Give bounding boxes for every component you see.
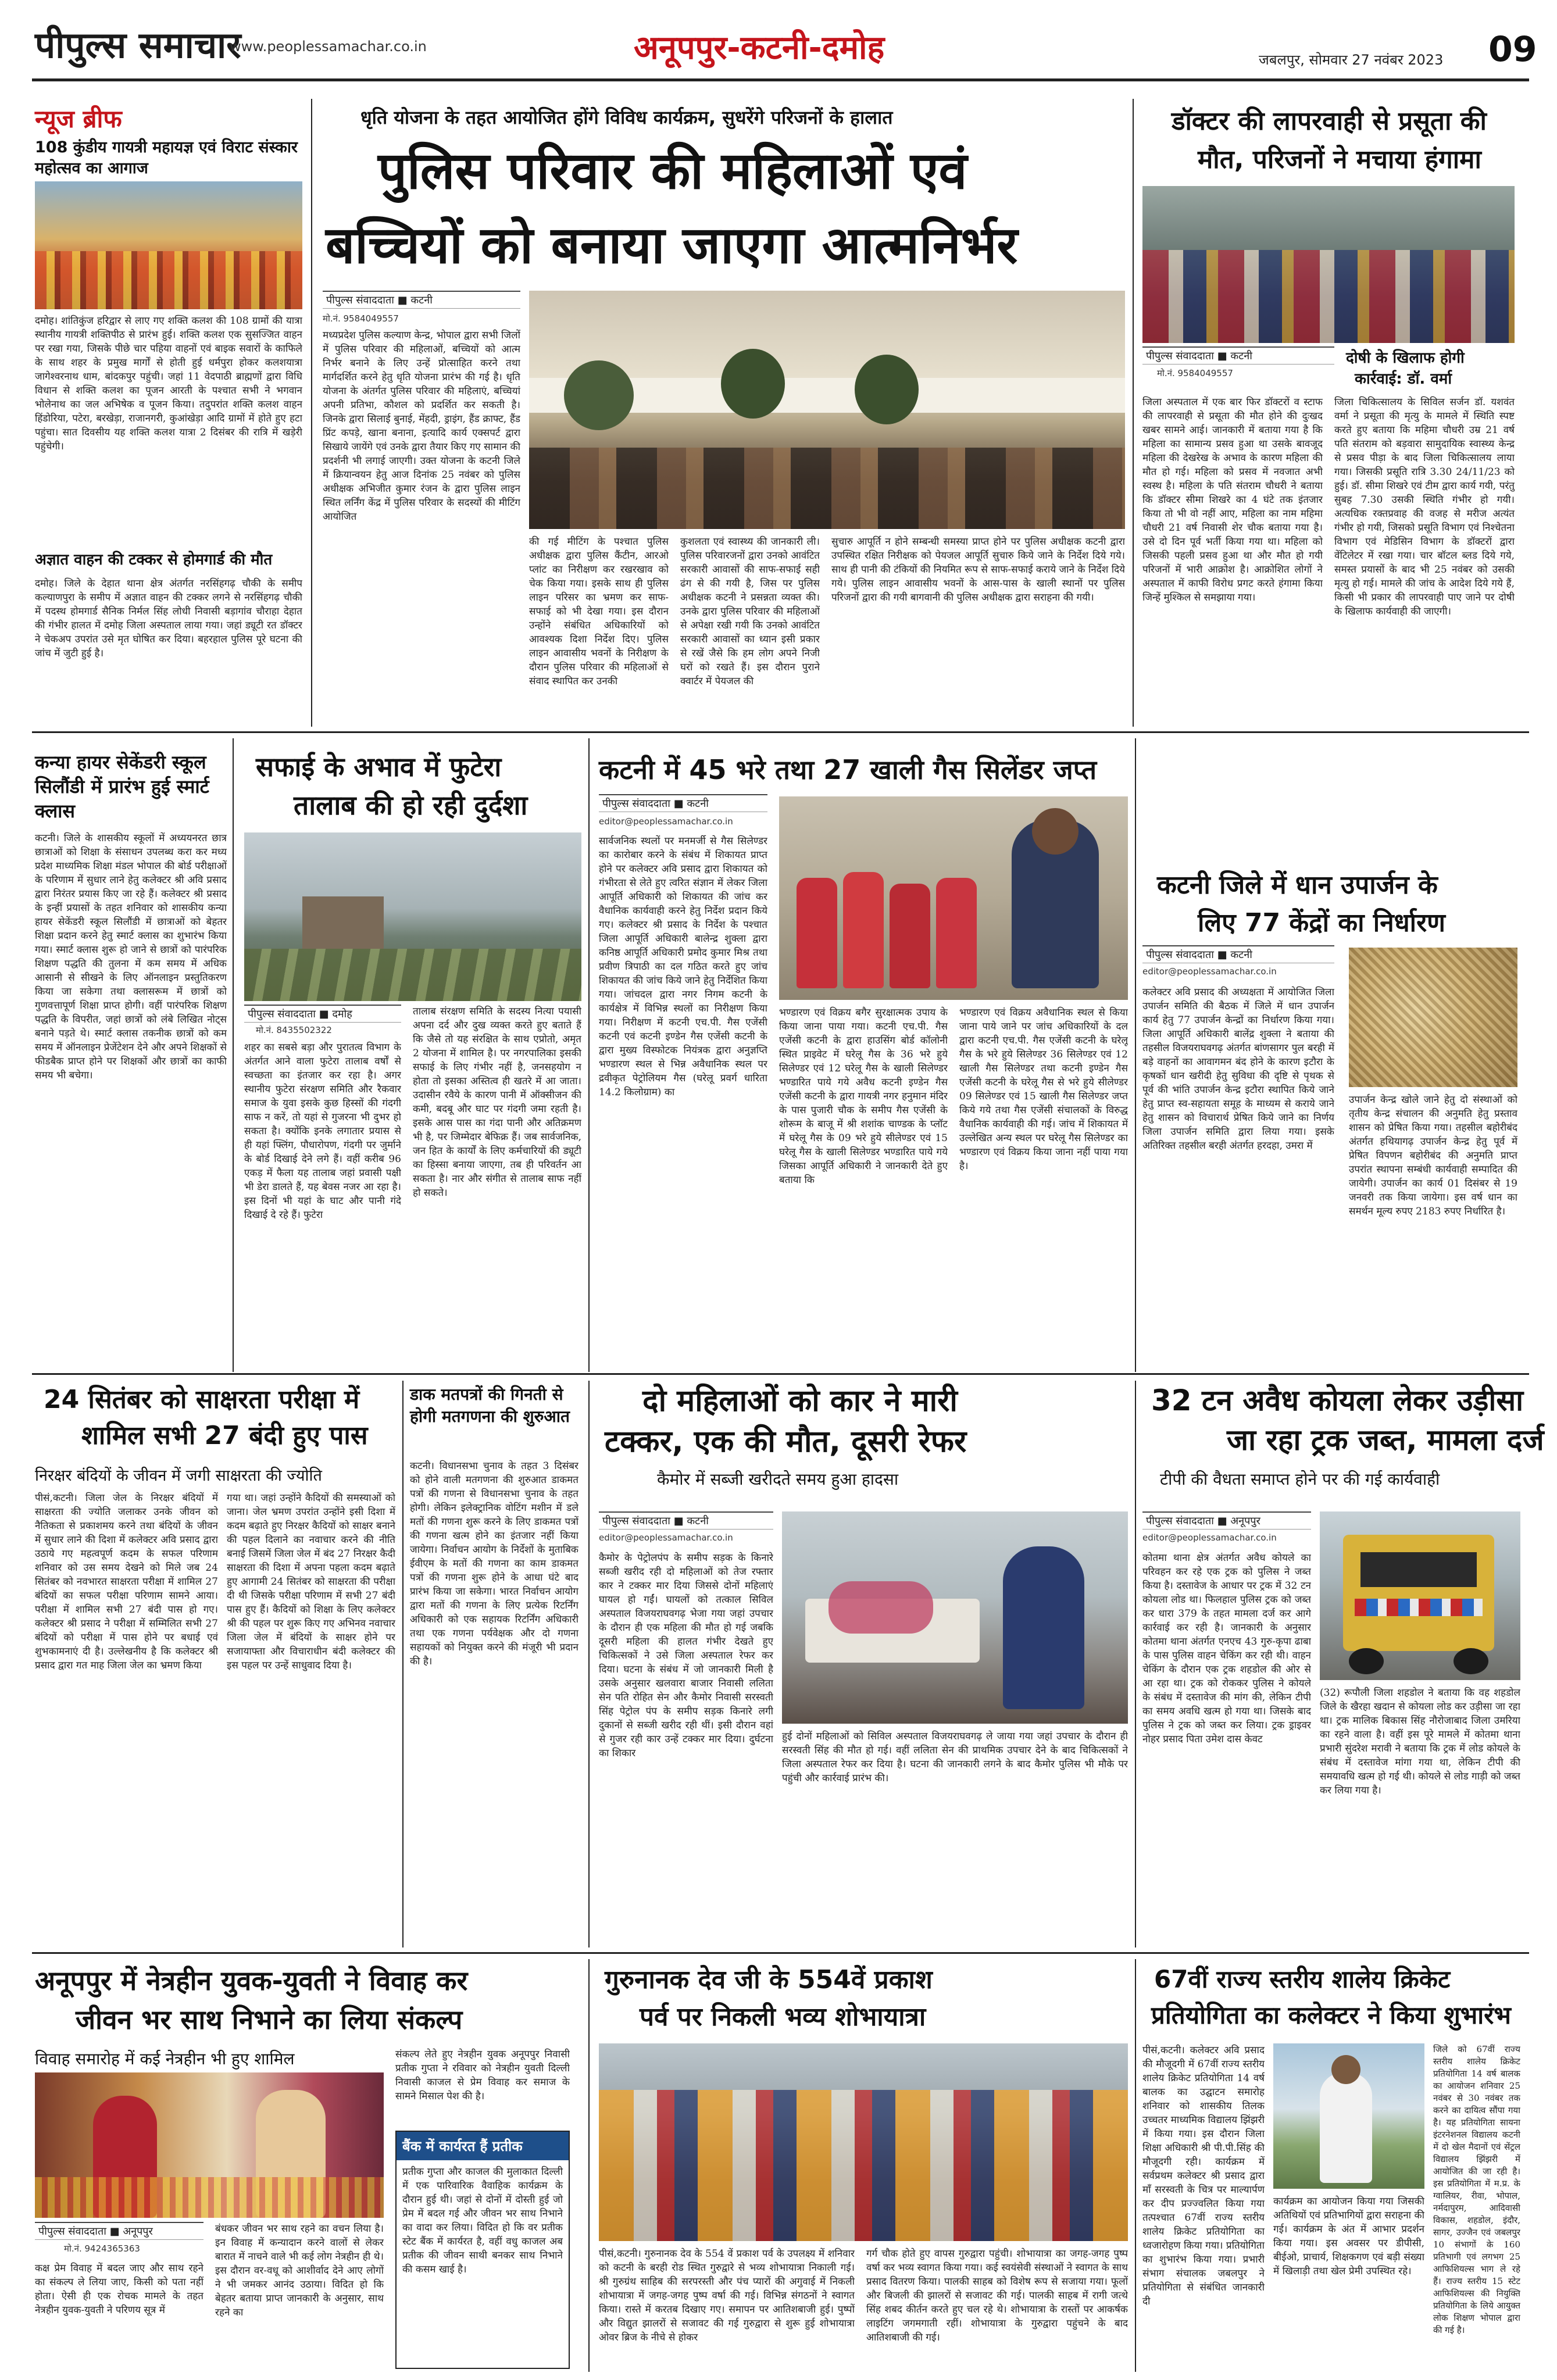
edition-title: अनूपपुर-कटनी-दमोह: [634, 29, 885, 67]
cricket-title-2: प्रतियोगिता का कलेक्टर ने किया शुभारंभ: [1151, 2001, 1511, 2029]
accident-email[interactable]: editor@peoplessamachar.co.in: [599, 1532, 733, 1543]
paddy-grain-photo: [1349, 948, 1517, 1087]
column-rule: [588, 738, 590, 1372]
gurunanak-text-col-1: पीसं,कटनी। गुरुनानक देव के 554 वें प्रकाश पर्व के उपलक्ष्य में शनिवार को कटनी के बरही रोड स्थित गुरुद्वारे से भव्य शोभायात्रा निकाली गई। श्री गुरुग्रंथ साहिब की सरपरस्ती और पंच प्यारों की अगुवाई में निकली शोभायात्रा में जगह-जगह पुष्प वर्षा की गई। विभिन्न संगठनों ने स्वागत किया। रास्ते में करतब दिखाए गए। समापन पर आतिशबाजी हुई। पुष्पों और विद्युत झालरों से सजावट की गई गुरुद्वारा से शुरू हुई शोभायात्रा ओवर ब्रिज के नीचे से होकर: [599, 2248, 855, 2343]
pond-photo: [244, 832, 581, 1001]
wedding-kicker: विवाह समारोह में कई नेत्रहीन भी हुए शामिल: [35, 2049, 295, 2068]
column-rule: [1135, 738, 1136, 1372]
cricket-title-1: 67वीं राज्य स्तरीय शालेय क्रिकेट: [1154, 1965, 1451, 1993]
section-rule: [32, 731, 1529, 733]
paddy-email[interactable]: editor@peoplessamachar.co.in: [1142, 966, 1277, 977]
gas-byline: पीपुल्स संवाददाता ■ कटनी: [599, 794, 767, 812]
column-rule: [1135, 1959, 1136, 2372]
edition-katni: कटनी: [740, 29, 809, 67]
coal-truck-photo: [1320, 1511, 1520, 1680]
wedding-title-1: अनूपपुर में नेत्रहीन युवक-युवती ने विवाह कर: [35, 1965, 468, 1996]
doctor-quote-2: कार्रवाई: डॉ. वर्मा: [1355, 370, 1452, 388]
column-rule: [1133, 99, 1134, 727]
lead-text-col-3: कुशलता एवं स्वास्थ्य की जानकारी ली। पुलिस परिवारजनों द्वारा उनको आवंटित सरकारी आवासों की साफ-सफाई सही ढंग से की गयी है, जिस पर पुलिस अधीक्षक कटनी ने प्रसन्नता व्यक्त की। उनके द्वारा पुलिस परिवार की महिलाओं से अपेक्षा रखी गयी कि उनको आवंटित सरकारी आवासों का ध्यान इसी प्रकार से रखें जैसे कि हम लोग अपने निजी घरों को रखते हैं। इस दौरान पुराने क्वार्टर में पेयजल की: [680, 536, 820, 687]
postal-title: डाक मतपत्रों की गिनती से होगी मतगणना की शुरुआत: [410, 1385, 570, 1426]
wedding-box-title: बैंक में कार्यरत हैं प्रतीक: [397, 2132, 569, 2160]
wedding-text-col-2: बंधकर जीवन भर साथ रहने का वचन लिया है। इन विवाह में कन्यादान करने वालों से लेकर बारात में नाचने वाले भी कई लोग नेत्रहीन ही थे। इस दौरान वर-वधू को आशीर्वाद देने आए लोगों ने भी जमकर आनंद उठाया। विदित हो कि बेहतर बताया प्राप्त जानकारी के अनुसार, साथ रहने का: [215, 2223, 384, 2318]
masthead-rule: [32, 78, 1529, 81]
column-rule: [233, 738, 234, 1372]
coal-title-1: 32 टन अवैध कोयला लेकर उड़ीसा: [1151, 1384, 1524, 1417]
literacy-kicker: निरक्षर बंदियों के जीवन में जगी साक्षरता की ज्योति: [35, 1467, 322, 1485]
literacy-title-1: 24 सितंबर को साक्षरता परीक्षा में: [44, 1385, 360, 1414]
coal-email[interactable]: editor@peoplessamachar.co.in: [1142, 1532, 1277, 1543]
section-rule: [32, 1373, 1529, 1375]
lead-byline: पीपुल्स संवाददाता ■ कटनी: [323, 291, 520, 309]
wedding-text-col-1: कक्ष प्रेम विवाह में बदल जाए और साथ रहने का संकल्प ले लिया जाए, किसी को पता नहीं होता। ऐसी ही एक रोचक मामले के तहत नेत्रहीन युवक-युवती ने परिणय सूत्र में: [35, 2263, 203, 2316]
literacy-text-col-1: पीसं,कटनी। जिला जेल के निरक्षर बंदियों में साक्षरता की ज्योति जलाकर उनके जीवन को नैतिकता से प्रकाशमय करने तथा बंदियों के जीवन में सुधार लाने की दिशा में कलेक्टर अवि प्रसाद द्वारा उठाये गए महत्वपूर्ण कदम के सफल परिणाम शनिवार को उस समय देखने को मिले जब 24 सितंबर को नवभारत साक्षरता परीक्षा में शामिल 27 बंदियों का सफल परीक्षा परिणाम सामने आया। परीक्षा में शामिल सभी 27 बंदी पास हो गए। कलेक्टर श्री प्रसाद ने परीक्षा में सम्मिलित सभी 27 बंदियों को परीक्षा में पास होने पर बधाई एवं शुभकामनाएं दी है। उल्लेखनीय है कि कलेक्टर श्री प्रसाद द्वारा गत माह जिला जेल का भ्रमण किया: [35, 1492, 218, 1671]
gas-title: कटनी में 45 भरे तथा 27 खाली गैस सिलेंडर जप्त: [599, 754, 1097, 785]
cricket-text-col-2: कार्यक्रम का आयोजन किया गया जिसकी अतिथियों एवं प्रतिभागियों द्वारा सराहना की गई। कार्यक्रम के अंत में आभार प्रदर्शन किया गया। इस अवसर पर डीपीसी, बीईओ, प्राचार्य, शिक्षकगण एवं बड़ी संख्या में खिलाड़ी तथा खेल प्रेमी उपस्थित रहे।: [1273, 2196, 1424, 2277]
doctor-byline: पीपुल्स संवाददाता ■ कटनी: [1142, 346, 1334, 364]
lead-text-col-1: मध्यप्रदेश पुलिस कल्याण केन्द्र, भोपाल द्वारा सभी जिलों में पुलिस परिवार की महिलाओं, बच्चियों को आत्म निर्भर बनाने के लिए उन्हें प्रोत्साहित करने तथा मार्गदर्शित करने हेतु धृति योजना प्रारंभ की गई है। धृति योजना के अंतर्गत पुलिस परिवार की महिलाएं, बच्चियां अपनी प्रतिभा, कौशल को प्रदर्शित कर सकती है। जिनके द्वारा सिलाई बुनाई, मेंहदी, ड्राइंग, हैंड क्राफ्ट, हैंड प्रिंट कपड़े, खाना बनाना, इत्यादि कार्य एक्सपर्ट द्वारा सिखाये जायेंगे एवं उनके द्वारा तैयार किए गए सामान की प्रदर्शनी भी लगाई जाएगी। उक्त योजना के कटनी जिले में क्रियान्वयन हेतु आज दिनांक 25 नवंबर को पुलिस अधीक्षक अभिजीत कुमार रंजन के द्वारा पुलिस लाइन स्थित लर्निंग केंद्र में पुलिस परिवार के सदस्यों की मीटिंग आयोजित: [323, 330, 520, 523]
coal-text-col-2: (32) रूपौली जिला शहडोल ने बताया कि वह शहडोल जिले के खैरहा खदान से कोयला लोड कर उड़ीसा जा रहा था। ट्रक मालिक बिकास सिंह नौरोजाबाद जिला उमरिया का रहने वाला है। वहीं इस पूरे मामले में कोतमा थाना प्रभारी सुंदरेश मरावी ने बताया कि ट्रक में लोड कोयले के संबंध में दस्तावेज मांगा गया था, लेकिन टीपी की समयावधि खत्म हो गई थी। कोयले से लोड गाड़ी को जब्त कर लिया गया है।: [1320, 1687, 1520, 1796]
pond-mobile: मो.नं. 8435502322: [256, 1025, 332, 1035]
edition-damoh: दमोह: [822, 29, 885, 67]
hospital-crowd-photo: [1142, 186, 1515, 343]
paddy-text-col-1: कलेक्टर अवि प्रसाद की अध्यक्षता में आयोजित जिला उपार्जन समिति की बैठक में जिले में धान उपार्जन कार्य हेतु 77 उपार्जन केन्द्रों का निर्धारण किया गया। जिला आपूर्ति अधिकारी बालेंद्र शुक्ला ने बताया की तहसील विजयराघवगढ़ अंतर्गत बांणसागर पुल बरही में बड़े वाहनों का आवागमन बंद होने के कारण इटौरा के कृषकों धान खरीदी हेतु सुविधा की दृष्टि से पृथक से पूर्व की भांति उपार्जन केन्द्र इटौरा स्थापित किये जाने हेतु प्राप्त स्व-सहायता समूह के माध्यम से कराये जाने हेतु शासन को विचारार्थ प्रेषित किये जाने का निर्णय जिला उपार्जन समिति द्वारा लिया गया। इसके अतिरिक्त तहसील बरही अंतर्गत हरदहा, उमरा में: [1142, 987, 1334, 1152]
cricket-text-col-1: पीसं,कटनी। कलेक्टर अवि प्रसाद की मौजूदगी में 67वीं राज्य स्तरीय शालेय क्रिकेट प्रतियोगिता 14 वर्ष बालक का उद्घाटन समारोह शनिवार को शासकीय तिलक उच्चतर माध्यमिक विद्यालय झिंझरी में किया गया। इस दौरान जिला शिक्षा अधिकारी श्री पी.पी.सिंह की मौजूदगी रही। कार्यक्रम में सर्वप्रथम कलेक्टर श्री प्रसाद द्वारा माँ सरस्वती के चित्र पर माल्यार्पण कर दीप प्रज्ज्वलित किया गया तत्पश्चात 67वीं राज्य स्तरीय शालेय क्रिकेट प्रतियोगिता का ध्वजारोहण किया गया। प्रतियोगिता का शुभारंभ किया गया। प्रभारी संभाग संचालक जबलपुर ने प्रतियोगिता से संबंधित जानकारी दी: [1142, 2045, 1265, 2307]
doctor-text-col-2: जिला चिकित्सालय के सिविल सर्जन डॉ. यशवंत वर्मा ने प्रसूता की मृत्यु के मामले में स्थिति स्पष्ट करते हुए बताया कि महिमा चौधरी उम्र 21 वर्ष पति संतराम को बड़वारा सामुदायिक स्वास्थ्य केन्द्र से प्रसव पीड़ा के बाद जिला चिकित्सालय लाया गया। जिसकी प्रसूति रात्रि 3.30 24/11/23 को हुई। डॉ. सीमा शिखरे एवं टीम द्वारा कार्य गयी, परंतु सुबह 7.30 उसकी स्थिति गंभीर हो गयी। अत्यधिक रक्तप्रवाह की वजह से मरीज अत्यंत गंभीर हो गयी, जिसको प्रसूति विभाग एवं निश्चेतना विभाग एवं मेडिसिन विभाग के डॉक्टरों द्वारा वेंटिलेटर में रखा गया। चार बॉटल ब्लड दिये गये, समस्त प्रयासों के बाद भी 25 नवंबर को उसकी मृत्यु हो गई। मामले की जांच के आदेश दिये गये हैं, किसी भी प्रकार की लापरवाही पाए जाने पर दोषी के खिलाफ कार्यवाही की जाएगी।: [1334, 396, 1515, 617]
column-rule: [1135, 1381, 1136, 1947]
accident-byline: पीपुल्स संवाददाता ■ कटनी: [599, 1511, 773, 1530]
pond-text-col-2: तालाब संरक्षण समिति के सदस्य नित्या पयासी अपना दर्द और दुख व्यक्त करते हुए बताते हैं कि जैसे तो यह संरक्षित के साथ एप्रोतो, अमृत 2 योजना में शामिल है। पर नगरपालिका इसकी सफाई के लिए गंभीर नहीं है, जनसहयोग न होता तो इसका अस्तित्व ही खतरे में आ जाता। उदासीन रवैये के कारण पानी में ऑक्सीजन की कमी, बदबू और घाट पर गंदगी जमा रहती है। इसके आस पास का गंदा पानी और अतिक्रमण भी है, पर जिम्मेदार बेफिक्र हैं। जब सार्वजनिक, जन हित के कार्यों के लिए कर्मचारियों की ड्यूटी का हिस्सा बनाया जाएगा, तब ही परिवर्तन आ सकता है। नार और संगीत से तालाब साफ नहीं हो सकते।: [413, 1006, 581, 1199]
doctor-text-col-1: जिला अस्पताल में एक बार फिर डॉक्टरों व स्टाफ की लापरवाही से प्रसूता की मौत होने की दुःखद खबर सामने आई। जानकारी में बताया गया है कि महिला का सामान्य प्रसव हुआ था उसके बावजूद महिला की देखरेख के अभाव के कारण महिला की मौत हो गई। महिला को प्रसव में नवजात अभी स्वस्थ है। महिला के पति संतराम चौधरी ने बताया कि डॉक्टर सीमा शिखरे का 4 घंटे तक इंतजार किया तो भी वो नहीं आए, महिला का नाम महिमा चौधरी 21 वर्ष निवासी शेर चौक बताया गया है। उसे दो दिन पूर्व भर्ती किया गया था। महिला को जिसकी पहली प्रसव हुआ था और मौत हो गयी परिजनों में भारी आक्रोश है। आक्रोशित लोगों ने अस्पताल में काफी विरोध प्रगट करते हंगामा किया जिन्हें मुश्किल से समझाया गया।: [1142, 396, 1323, 603]
lead-title-1: पुलिस परिवार की महिलाओं एवं: [378, 141, 967, 201]
literacy-title-2: शामिल सभी 27 बंदी हुए पास: [81, 1421, 368, 1450]
column-rule: [402, 1381, 403, 1947]
gurunanak-title-2: पर्व पर निकली भव्य शोभायात्रा: [640, 2002, 926, 2032]
doctor-mobile: मो.नं. 9584049557: [1157, 368, 1233, 378]
accident-text-col-1: कैमोर के पेट्रोलपंप के समीप सड़क के किनारे सब्जी खरीद रही दो महिलाओं को तेज रफ्तार कार ने टक्कर मार दिया जिससे दोनों महिलाएं घायल हो गईं। घायलों को तत्काल सिविल अस्पताल विजयराघवगढ़ भेजा गया जहां उपचार के दौरान ही एक महिला की मौत हो गई जबकि दूसरी महिला की हालत गंभीर देखते हुए चिकित्सकों ने उसे जिला अस्पताल रेफर कर दिया। घटना के संबंध में जो जानकारी मिली है उसके अनुसार खलवारा बाजार निवासी ललिता सेन पति रोहित सेन और कैमोर निवासी सरस्वती सिंह पेट्रोल पंप के समीप सड़क किनारे लगी दुकानों से सब्जी खरीद रही थीं। इसी दौरान वहां से गुजर रही कार उन्हें टक्कर मार दिया। दुर्घटना का शिकार: [599, 1552, 773, 1759]
procession-photo: [599, 2043, 1128, 2241]
wedding-mobile: मो.नं. 9424365363: [64, 2243, 140, 2254]
gas-cylinders-photo: [779, 796, 1128, 1000]
column-rule: [588, 1381, 590, 1947]
school-text: कटनी। जिले के शासकीय स्कूलों में अध्ययनरत छात्र छात्राओं को शिक्षा के संसाधन उपलब्ध करा कर मध्य प्रदेश माध्यमिक शिक्षा मंडल भोपाल की बोर्ड परीक्षाओं के परिणाम में सुधार लाने हेतु कलेक्टर श्री अवि प्रसाद द्वारा निरंतर प्रयास किए जा रहे हैं। कलेक्टर श्री प्रसाद के इन्हीं प्रयासों के तहत शनिवार को शासकीय कन्या हायर सेकेंडरी स्कूल सिलौंडी में छात्राओं को बेहतर शिक्षा प्रदान करने हेतु स्मार्ट क्लास का शुभारंभ किया गया। स्मार्ट क्लास शुरू हो जाने से छात्रों को पारंपरिक शिक्षण पद्धति की तुलना में कम समय में अधिक आसानी से सीखने के लिए ऑनलाइन प्रस्तुतिकरण किया जा सकेगा तथा क्लासरूम में छात्रों को गुणवत्तापूर्ण शिक्षा प्राप्त होगी। वहीं पारंपरिक शिक्षण पद्धति के विपरीत, जहां छात्रों को लंबे लिखित नोट्स बनाने पड़ते थे। स्मार्ट क्लास तकनीक छात्रों को कम समय में ऑनलाइन प्रेजेंटेशन देने और अपने शिक्षकों से फीडबैक प्राप्त होने पर शिक्षकों और छात्रों का काफी समय भी बचेगा।: [35, 832, 227, 1081]
wedding-photo: [35, 2072, 384, 2218]
masthead: [0, 0, 1557, 81]
brief-headline-2: अज्ञात वाहन की टक्कर से होमगार्ड की मौत: [35, 551, 273, 569]
postal-text: कटनी। विधानसभा चुनाव के तहत 3 दिसंबर को होने वाली मतगणना की शुरुआत डाकमत पत्रों की गणना से विधानसभा चुनाव के तहत होगी। लेकिन इलेक्ट्रानिक वोटिंग मशीन में डले मतों की गणना शुरू करने के लिए डाकमत पत्रों की गणना खत्म होने का इंतजार नहीं किया जायेगा। निर्वाचन आयोग के निर्देशों के मुताबिक ईवीएम के मतों की गणना का काम डाकमत पत्रों की गणना शुरू होने के आधा घंटे बाद प्रारंभ किया जा सकेगा। भारत निर्वाचन आयोग द्वारा मतों की गणना के लिए प्रत्येक रिटर्निंग अधिकारी को एक सहायक रिटर्निंग अधिकारी तथा एक गणना पर्यवेक्षक और दो गणना सहायकों को नियुक्त करने की मंजूरी भी प्रदान की है।: [410, 1460, 578, 1667]
doctor-title-1: डॉक्टर की लापरवाही से प्रसूता की: [1172, 106, 1487, 136]
gas-text-col-1: सार्वजनिक स्थलों पर मनमर्जी से गैस सिलेण्डर का कारोबार करने के संबंध में शिकायत प्राप्त होने पर कलेक्टर अवि प्रसाद द्वारा शिकायत को गंभीरता से लेते हुए त्वरित संज्ञान में लेकर जिला आपूर्ति अधिकारी को शिकायत की जांच कर वैधानिक कार्यवाही करने हेतु निर्देश प्रदान किये गए। कलेक्टर श्री प्रसाद के निर्देश के पश्चात जिला आपूर्ति अधिकारी बालेन्द्र शुक्ला द्वारा कनिष्ठ आपूर्ति अधिकारी प्रमोद कुमार मिश्र तथा प्रवीण त्रिपाठी का दल गठित करते हुए जांच शिकायत की जांच किये जाने हेतु निर्देशित किया गया। जांचदल द्वारा नगर निगम कटनी के कार्यक्षेत्र में विभिन्न स्थलों का निरीक्षण किया गया। निरीक्षण में कटनी एच.पी. गैस एजेंसी कटनी एवं कटनी इण्डेन गैस एजेंसी कटनी के द्वारा मुख्य विस्फोटक नियंत्रक द्वारा अनुज्ञप्ति भण्डारण स्थल से भिन्न अवैधानिक स्थल पर द्रवीकृत पेट्रोलियम गैस (घरेलू प्रवर्ग धारिता 14.2 किलोग्राम) का: [599, 835, 767, 1098]
edition-anuppur: अनूपपुर: [634, 29, 727, 67]
pond-title-2: तालाब की हो रही दुर्दशा: [294, 789, 528, 821]
wedding-title-2: जीवन भर साथ निभाने का लिया संकल्प: [76, 2004, 463, 2035]
wedding-text-col-3: संकल्प लेते हुए नेत्रहीन युवक अनूपपुर निवासी प्रतीक गुप्ता ने रविवार को नेत्रहीन युवती दिल्ली निवासी काजल से प्रेम विवाह कर समाज के सामने मिसाल पेश की है।: [395, 2049, 570, 2102]
dateline: जबलपुर, सोमवार 27 नवंबर 2023: [1259, 52, 1444, 68]
brief-text-1: दमोह। शांतिकुंज हरिद्वार से लाए गए शक्ति कलश की 108 ग्रामों की यात्रा स्थानीय गायत्री शक्तिपीठ से प्रारंभ हुई। शक्ति कलश एक सुसज्जित वाहन पर रखा गया, जिसके पीछे चार पहिया वाहनों एवं बाइक सवारों के काफिले के साथ शहर के प्रमुख मार्गों से होती हुई धर्मपुरा होकर कलशयात्रा जागेश्वरनाथ धाम, बांदकपुर पहुंची। जहां 11 वेदपाठी ब्राह्मणों द्वारा विधि विधान से शक्ति कलश का पूजन आरती के पश्चात सभी ने भगवान भोलेनाथ का जल अभिषेक व पूजन किया। तदुपरांत शक्ति कलश वाहन हिंडोरिया, पटेरा, बरखेड़ा, राजानगरी, कुआंखेड़ा आदि ग्रामों में होते हुए हटा पहुंचा। सात दिवसीय यह शक्ति कलश यात्रा 2 दिसंबर की रात्रि में खड़ेरी पहुंचेगी।: [35, 315, 302, 452]
paddy-byline: पीपुल्स संवाददाता ■ कटनी: [1142, 945, 1334, 963]
coal-byline: पीपुल्स संवाददाता ■ अनूपपुर: [1142, 1511, 1311, 1530]
news-brief-label: न्यूज ब्रीफ: [35, 105, 122, 133]
yagya-photo: [35, 181, 302, 309]
masthead-url[interactable]: www.peoplessamachar.co.in: [230, 38, 427, 55]
masthead-logo: पीपुल्स समाचार: [35, 24, 241, 66]
coal-title-2: जा रहा ट्रक जब्त, मामला दर्ज: [1227, 1423, 1544, 1457]
gas-text-col-2: भण्डारण एवं विक्रय बगैर सुरक्षात्मक उपाय के किया जाना पाया गया। कटनी एच.पी. गैस एजेंसी कटनी के द्वारा हाउसिंग बोर्ड कॉलोनी स्थित प्राइवेट में घरेलू गैस के 36 भरे हुये सिलेण्डर एवं 12 घरेलू गैस के खाली सिलेण्डर भण्डारित पाये गये अवैध कटनी इण्डेन गैस एजेंसी कटनी के द्वारा गायत्री नगर हनुमान मंदिर के पास पुजारी चौक के समीप गैस एजेंसी के शोरूम के बाजू में श्री शशांक चाण्डक के प्लॉट में घरेलू गैस के 09 भरे हुये सीलेण्डर एवं 15 घरेलू गैस के खाली सिलेण्डर भण्डारित पाये गये जिसका आपूर्ति अधिकारी ने जानकारी देते हुए बताया कि: [779, 1007, 948, 1186]
column-rule: [311, 99, 312, 727]
lead-text-col-4: सुचारु आपूर्ति न होने सम्बन्धी समस्या प्राप्त होने पर पुलिस अधीक्षक कटनी द्वारा उपस्थित रक्षित निरीक्षक को पेयजल आपूर्ति सुचारु किये जाने के निर्देश दिये गये। साथ ही पानी की टंकियों की नियमित रूप से साफ-सफाई कराये जाने के निर्देश दिये गये। पुलिस लाइन आवासीय भवनों के आस-पास के खाली स्थानों पर पुलिस परिजनों द्वारा की गयी बागवानी की पुलिस अधीक्षक द्वारा सराहना की गयी।: [831, 536, 1125, 603]
lead-kicker: धृति योजना के तहत आयोजित होंगे विविध कार्यक्रम, सुधरेंगे परिजनों के हालात: [360, 106, 893, 128]
pond-text-col-1: शहर का सबसे बड़ा और पुरातत्व विभाग के अंतर्गत आने वाला फुटेरा तालाब वर्षों से स्वच्छता का इंतजार कर रहा है। अगर स्थानीय फुटेरा संरक्षण समिति और रैकवार समाज के युवा इसके कुछ हिस्सों की गंदगी साफ न करें, तो यहां से गुजरना भी दुभर हो सकता है। क्योंकि इनके लगातार प्रयास से ही यहां फ्लिंग, पौधारोपण, गंदगी पर जुर्माने के बोर्ड दिखाई देने लगे हैं। वहीं करीब 96 एकड़ में फैला यह तालाब जहां प्रवासी पक्षी भी डेरा डालते हैं, यह बेवस नजर आ रहा है। इस दिनों भी यहां के घाट और पानी गंदे दिखाई दे रहे हैं। फुटेरा: [244, 1042, 401, 1221]
pond-byline: पीपुल्स संवाददाता ■ दमोह: [244, 1005, 401, 1023]
section-rule: [32, 1952, 1529, 1954]
wedding-box-text: प्रतीक गुप्ता और काजल की मुलाकात दिल्ली में एक पारिवारिक वैवाहिक कार्यक्रम के दौरान हुई थी। जहां से दोनों में दोस्ती हुई जो प्रेम में बदल गई और जीवन भर साथ निभाने का वादा कर लिया। विदित हो कि वर प्रतीक स्टेट बैंक में कार्यरत है, वहीं वधु काजल अब प्रतीक की जीवन साथी बनकर साथ निभाने की कसम खाई है।: [402, 2166, 563, 2275]
school-title: कन्या हायर सेकेंडरी स्कूल सिलौंडी में प्रारंभ हुई स्मार्ट क्लास: [35, 751, 209, 822]
cricket-photo: [1273, 2043, 1424, 2189]
coal-text-col-1: कोतमा थाना क्षेत्र अंतर्गत अवैध कोयले का परिवहन कर रहे एक ट्रक को पुलिस ने जब्त किया है। दस्तावेज के आधार पर ट्रक में 32 टन कोयला लोड था। फिलहाल पुलिस ट्रक को जब्त कर धारा 379 के तहत मामला दर्ज कर आगे कार्रवाई कर रही है। जानकारी के अनुसार कोतमा थाना अंतर्गत एनएच 43 गुरु-कृपा ढाबा के पास पुलिस वाहन चेकिंग कर रही थी। वाहन चेकिंग के दौरान एक ट्रक शहडोल की ओर से आ रहा था। ट्रक को रोककर पुलिस ने कोयले के संबंध में दस्तावेज की मांग की, लेकिन टीपी का समय अवधि खत्म हो गया था। जिसके बाद पुलिस ने ट्रक को जब्त कर लिया। ट्रक ड्राइवर नोहर प्रसाद पिता उमेश दास केवट: [1142, 1552, 1311, 1745]
pond-title-1: सफाई के अभाव में फुटेरा: [256, 751, 502, 782]
page-number: 09: [1488, 29, 1537, 70]
lead-text-col-2: की गई मीटिंग के पश्चात पुलिस अधीक्षक द्वारा पुलिस कैंटीन, आरओ प्लांट का निरीक्षण कर रखरखाव को चेक किया गया। इसके साथ ही पुलिस लाइन परिसर का भ्रमण कर साफ-सफाई को भी देखा गया। इस दौरान उन्होंने संबंधित अधिकारियों को आवश्यक दिशा निर्देश दिए। पुलिस लाइन आवासीय भवनों के निरीक्षण के दौरान पुलिस परिवार की महिलाओं से संवाद स्थापित कर उनकी: [529, 536, 669, 687]
brief-headline-1: 108 कुंडीय गायत्री महायज्ञ एवं विराट संस्कार महोत्सव का आगाज: [35, 138, 298, 177]
accident-kicker: कैमोर में सब्जी खरीदते समय हुआ हादसा: [657, 1470, 899, 1489]
police-meeting-photo: [529, 291, 1125, 529]
wedding-box: [395, 2131, 570, 2369]
literacy-text-col-2: गया था। जहां उन्होंने कैदियों की समस्याओं को जाना। जेल भ्रमण उपरांत उन्होंने इसी दिशा में कदम बढ़ाते हुए निरक्षर कैदियों को साक्षर बनाने की पहल दिलाने का नवाचार करने की नीति बनाई जिसमें जिला जेल में बंद 27 निरक्षर कैदी साक्षरता की दिशा में अपना पहला कदम बढ़ाते हुए आगामी 24 सितंबर को साक्षरता की परीक्षा दी थी जिसके परीक्षा परिणाम में सभी 27 बंदी पास हुए हैं। कैदियों को शिक्षा के लिए कलेक्टर श्री की पहल पर शुरू किए गए अभिनव नवाचार जिला जेल में बंदियों के साक्षर होने पर सजायाफ्ता और विचाराधीन बंदी कलेक्टर की इस पहल पर उन्हें साधुवाद दिया है।: [227, 1492, 395, 1671]
cricket-text-col-3: जिले को 67वीं राज्य स्तरीय शालेय क्रिकेट प्रतियोगिता 14 वर्ष बालक का आयोजन शनिवार 25 नवंबर से 30 नवंबर तक करने का दायित्व सौंपा गया है। यह प्रतियोगिता सायना इंटरनेशनल विद्यालय कटनी में दो खेल मैदानों एवं सेंट्रल विद्यालय झिंझरी में आयोजित की जा रही है। इस प्रतियोगिता में म.प्र. के ग्वालियर, रीवा, भोपाल, नर्मदापुरम, आदिवासी विकास, शहडोल, इंदौर, सागर, उज्जैन एवं जबलपुर 10 संभागों के 160 प्रतिभागी एवं लगभग 25 आफिशियल्स भाग ले रहे हैं। राज्य स्तरीय 15 स्टेट आफिशियल्स की नियुक्ति प्रतियोगिता के लिये आयुक्त लोक शिक्षण भोपाल द्वारा की गई है।: [1433, 2044, 1520, 2335]
gurunanak-text-col-2: गर्ग चौक होते हुए वापस गुरुद्वारा पहुंची। शोभायात्रा का जगह-जगह पुष्प वर्षा कर भव्य स्वागत किया गया। कई स्वयंसेवी संस्थाओं ने स्वागत के साथ प्रसाद वितरण किया। पालकी साहब को विशेष रूप से सजाया गया। फूलों और बिजली की झालरों से सजावट की गई। पालकी साहब में रागी जत्थे सिंह शबद कीर्तन करते हुए चल रहे थे। शोभायात्रा के रास्तों पर आकर्षक लाइटिंग जगमगाती रहीं। शोभायात्रा के गुरुद्वारा पहुंचने के बाद आतिशबाजी की गई।: [866, 2248, 1128, 2343]
gas-text-col-3: भण्डारण एवं विक्रय अवैधानिक स्थल से किया जाना पाये जाने पर जांच अधिकारियों के दल द्वारा कटनी एच.पी. गैस एजेंसी कटनी के घरेलू गैस के भरे हुये सिलेण्डर 36 सिलेण्डर एवं 12 खाली गैस सिलेण्डर तथा कटनी इण्डेन गैस एजेंसी कटनी के घरेलू गैस से भरे हुये सीलेण्डर 09 सिलेण्डर एवं 15 खाली गैस सिलेण्डर जप्त किये गये तथा गैस एजेंसी संचालकों के विरुद्ध वैधानिक कार्यवाही की गई। जांच में शिकायत में उल्लेखित अन्य स्थल पर घरेलू गैस सिलेण्डर का भण्डारण एवं विक्रय किया जाना नहीं पाया गया है।: [959, 1007, 1128, 1172]
doctor-title-2: मौत, परिजनों ने मचाया हंगामा: [1198, 145, 1481, 174]
accident-title-1: दो महिलाओं को कार ने मारी: [642, 1384, 958, 1418]
coal-kicker: टीपी की वैधता समाप्त होने पर की गई कार्यवाही: [1160, 1470, 1440, 1489]
paddy-title-1: कटनी जिले में धान उपार्जन के: [1157, 870, 1438, 900]
lead-title-2: बच्चियों को बनाया जाएगा आत्मनिर्भर: [326, 215, 1018, 275]
accident-text-col-2: हुई दोनों महिलाओं को सिविल अस्पताल विजयराघवगढ़ ले जाया गया जहां उपचार के दौरान ही सरस्वती सिंह की मौत हो गई। वहीं ललिता सेन की प्राथमिक उपचार देने के बाद चिकित्सकों ने जिला अस्पताल रेफर कर दिया है। घटना की जानकारी लगने के बाद कैमोर पुलिस भी मौके पर पहुंची और कार्रवाई प्रारंभ की।: [782, 1731, 1128, 1784]
gurunanak-title-1: गुरुनानक देव जी के 554वें प्रकाश: [605, 1965, 933, 1995]
wedding-byline: पीपुल्स संवाददाता ■ अनूपपुर: [35, 2222, 203, 2240]
accident-hospital-photo: [782, 1511, 1128, 1724]
accident-title-2: टक्कर, एक की मौत, दूसरी रेफर: [605, 1424, 967, 1459]
paddy-text-col-2: उपार्जन केन्द्र खोले जाने हेतु दो संस्थाओं को तृतीय केन्द्र संचालन की अनुमति हेतु प्रस्ताव शासन को प्रेषित किया गया। तहसील बहोरीबंद अंतर्गत हथियागढ़ उपार्जन केन्द्र हेतु पूर्व में प्रेषित विपणन बहोरीबंद की अनुमति प्राप्त उपरांत स्थापना सम्बंधी कार्यवाही सम्पादित की जायेगी। उपार्जन का कार्य 01 दिसंबर से 19 जनवरी तक किया जायेगा। इस वर्ष धान का समर्थन मूल्य रुपए 2183 रुपए निर्धारित है।: [1349, 1094, 1517, 1217]
paddy-title-2: लिए 77 केंद्रों का निर्धारण: [1198, 908, 1445, 938]
lead-mobile: मो.नं. 9584049557: [323, 313, 399, 324]
gas-email[interactable]: editor@peoplessamachar.co.in: [599, 816, 733, 827]
column-rule: [588, 1959, 590, 2372]
doctor-quote-1: दोषी के खिलाफ होगी: [1346, 349, 1465, 367]
brief-text-2: दमोह। जिले के देहात थाना क्षेत्र अंतर्गत नरसिंहगढ़ चौकी के समीप कल्याणपुरा के समीप में अज्ञात वाहन की टक्कर लगने से नरसिंहगढ़ चौकी में पदस्थ होमगार्ड सैनिक निर्मल सिंह लोधी निवासी बड़ागांव चौराहा देहात की गंभीर हालत में दमोह जिला अस्पताल लाया गया। जहां ड्यूटी रत डॉक्टर ने चेकअप उपरांत उसे मृत घोषित कर दिया। बहरहाल पुलिस पूरे घटना की जांच में जुटी हुई है।: [35, 578, 302, 659]
